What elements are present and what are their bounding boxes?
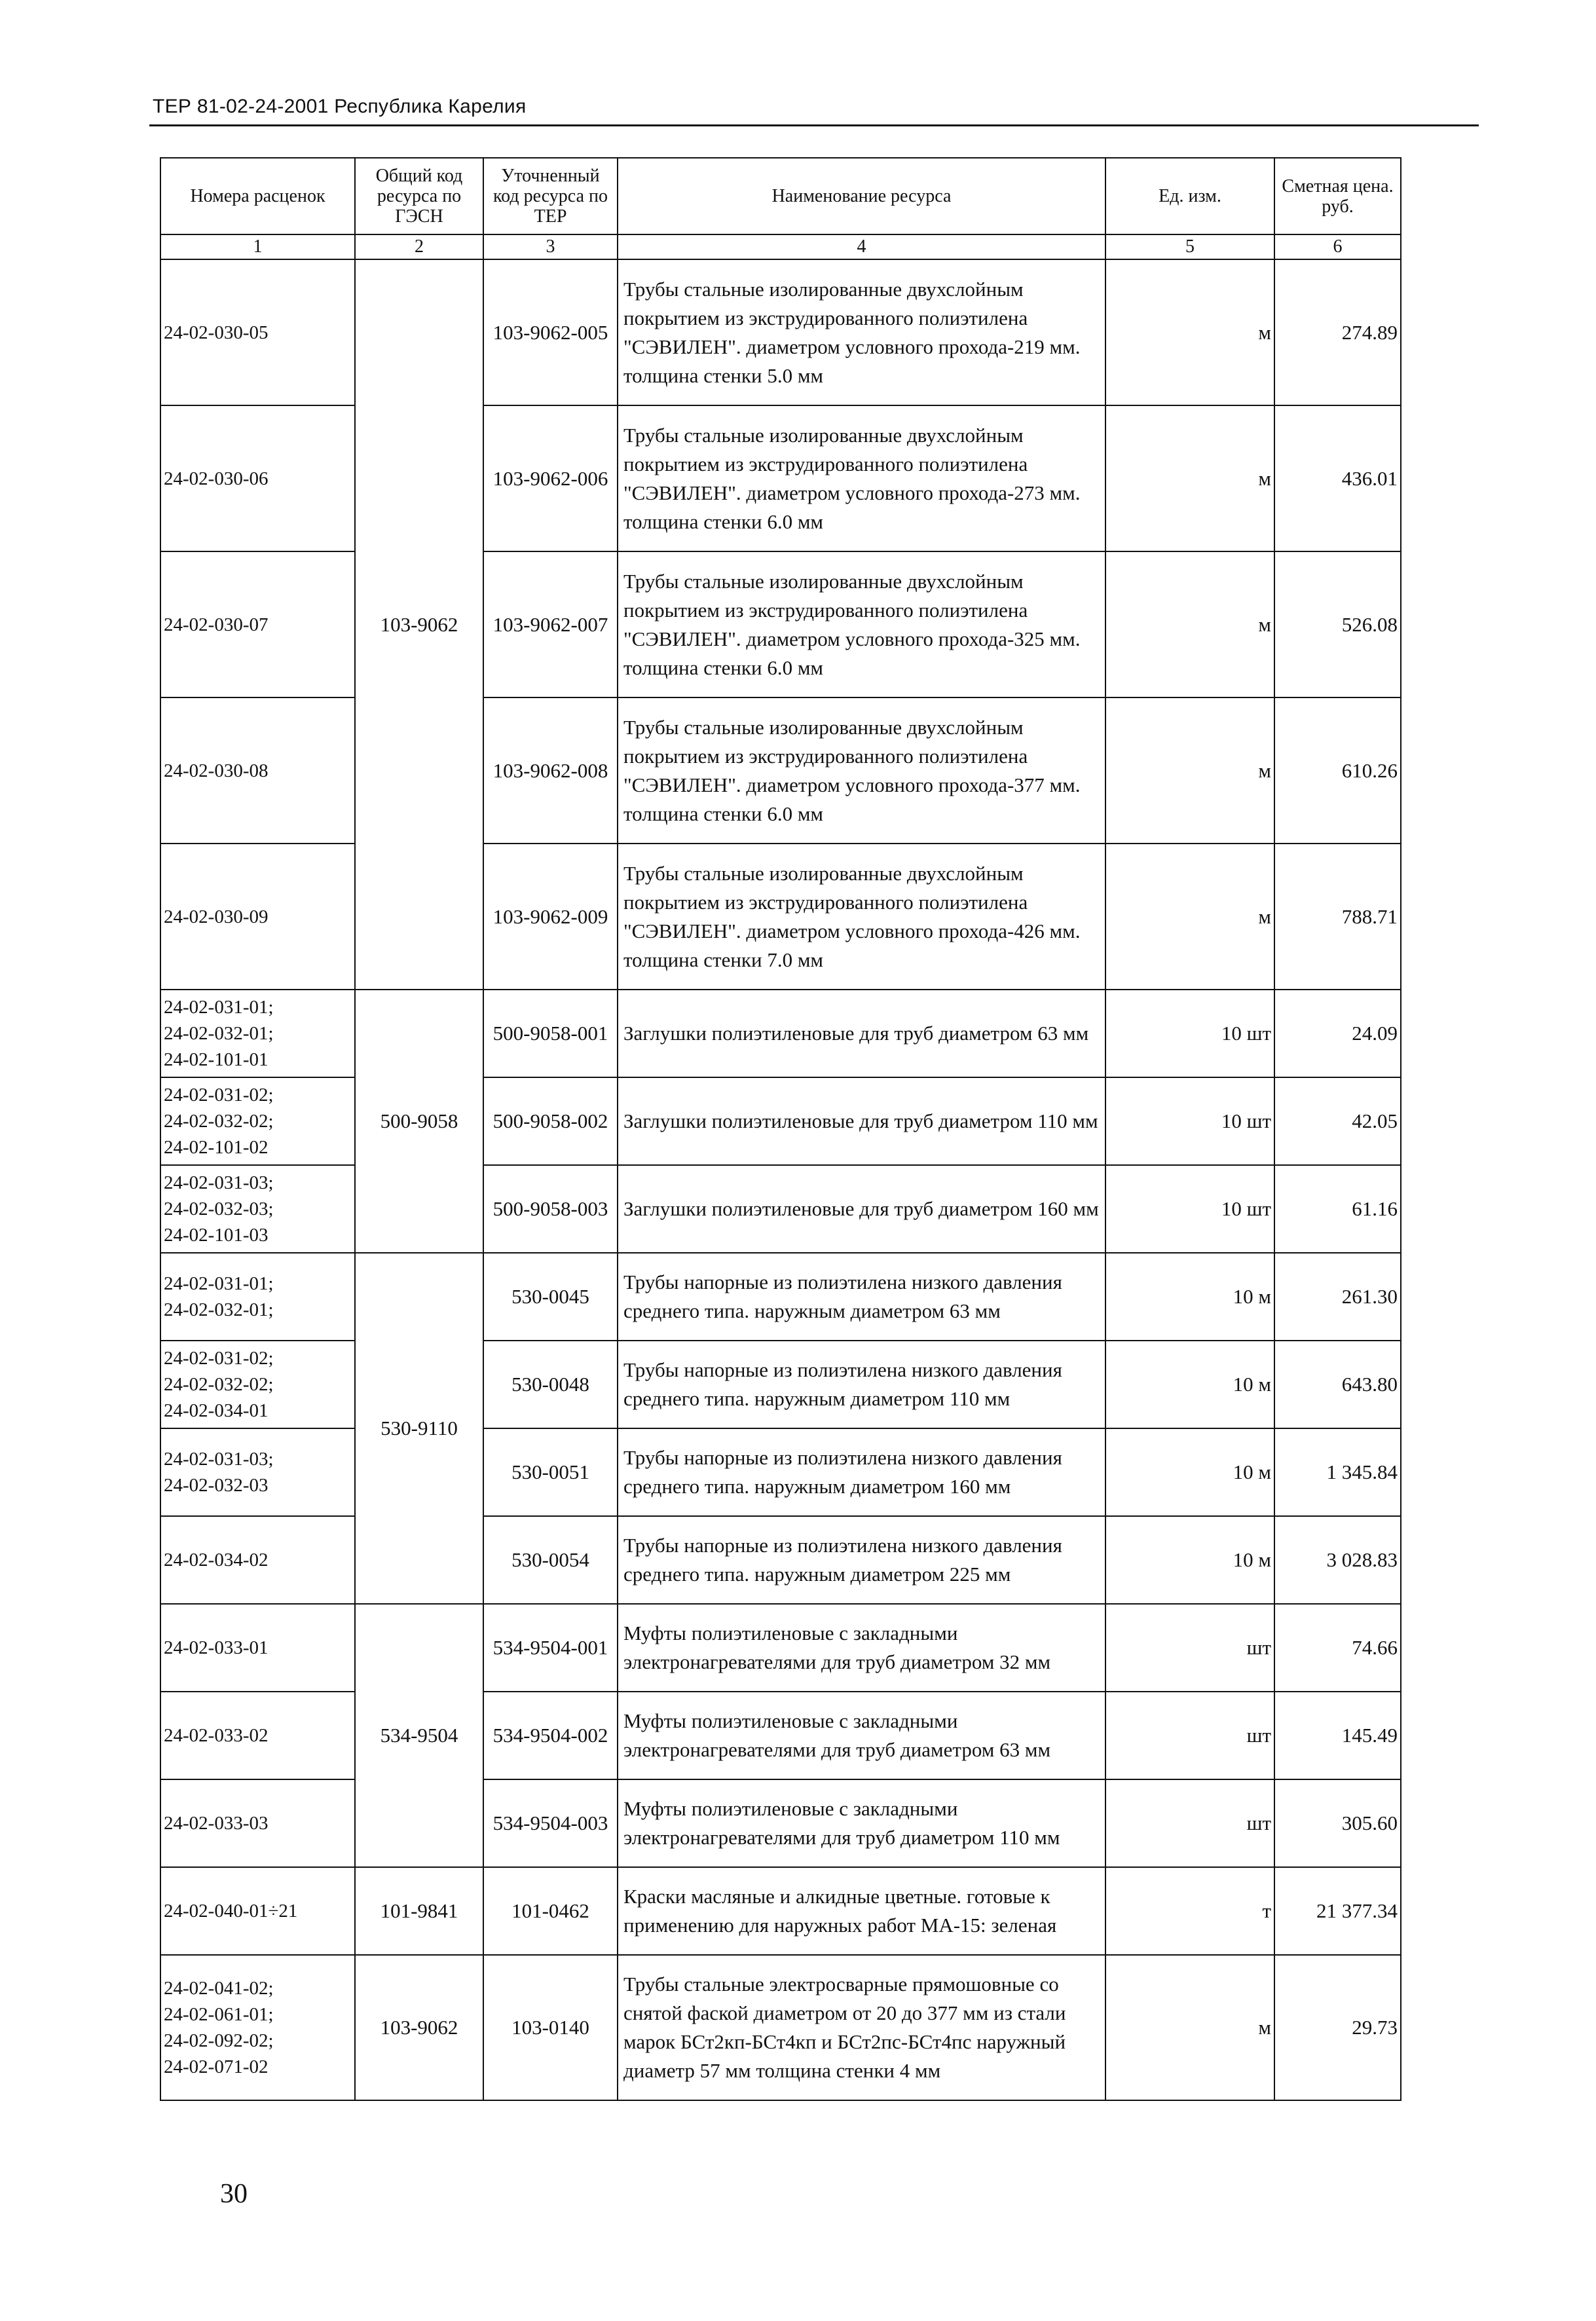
- rate-number: 24-02-030-07: [160, 551, 355, 697]
- ter-code: 103-0140: [483, 1955, 618, 2100]
- resource-name: Трубы стальные изолированные двухслойным покрытием из экструдированного полиэтилена "СЭВИЛЕН". диаметром условного прохода-273 мм. толщина стенки 6.0 мм: [618, 405, 1105, 551]
- col-header-gesn-code: Общий код ресурса по ГЭСН: [355, 158, 483, 234]
- resource-name: Муфты полиэтиленовые с закладными электронагревателями для труб диаметром 110 мм: [618, 1779, 1105, 1867]
- rate-number: 24-02-030-08: [160, 697, 355, 844]
- ter-code: 530-0051: [483, 1428, 618, 1516]
- rate-number: 24-02-031-01; 24-02-032-01; 24-02-101-01: [160, 990, 355, 1077]
- ter-code: 103-9062-006: [483, 405, 618, 551]
- table-row: [160, 1867, 1401, 1955]
- unit: шт: [1105, 1779, 1274, 1867]
- resource-name: Трубы напорные из полиэтилена низкого давления среднего типа. наружным диаметром 225 мм: [618, 1516, 1105, 1604]
- unit: 10 шт: [1105, 1077, 1274, 1165]
- col-number: 4: [618, 234, 1105, 259]
- col-header-rate-numbers: Номера расценок: [160, 158, 355, 234]
- ter-code: 534-9504-003: [483, 1779, 618, 1867]
- resource-name: Заглушки полиэтиленовые для труб диаметром 110 мм: [618, 1077, 1105, 1165]
- price: 24.09: [1274, 990, 1401, 1077]
- rate-number: 24-02-041-02; 24-02-061-01; 24-02-092-02; 24-02-071-02: [160, 1955, 355, 2100]
- gesn-group-code: 103-9062: [355, 259, 483, 990]
- price: 305.60: [1274, 1779, 1401, 1867]
- price: 42.05: [1274, 1077, 1401, 1165]
- rate-number: 24-02-033-02: [160, 1692, 355, 1779]
- unit: м: [1105, 844, 1274, 990]
- rate-number: 24-02-034-02: [160, 1516, 355, 1604]
- ter-code: 103-9062-007: [483, 551, 618, 697]
- resource-name: Муфты полиэтиленовые с закладными электронагревателями для труб диаметром 32 мм: [618, 1604, 1105, 1692]
- ter-code: 103-9062-008: [483, 697, 618, 844]
- resource-name: Трубы стальные изолированные двухслойным покрытием из экструдированного полиэтилена "СЭВИЛЕН". диаметром условного прохода-377 мм. толщина стенки 6.0 мм: [618, 697, 1105, 844]
- unit: м: [1105, 259, 1274, 405]
- rate-number: 24-02-031-02; 24-02-032-02; 24-02-034-01: [160, 1341, 355, 1428]
- table-row: [160, 1955, 1401, 2100]
- col-header-ter-code: Уточненный код ресурса по ТЕР: [483, 158, 618, 234]
- unit: т: [1105, 1867, 1274, 1955]
- rate-number: 24-02-031-03; 24-02-032-03; 24-02-101-03: [160, 1165, 355, 1253]
- price: 436.01: [1274, 405, 1401, 551]
- unit: 10 м: [1105, 1428, 1274, 1516]
- rate-number: 24-02-030-09: [160, 844, 355, 990]
- gesn-group-code: 103-9062: [355, 1955, 483, 2100]
- resource-name: Трубы стальные изолированные двухслойным покрытием из экструдированного полиэтилена "СЭВИЛЕН". диаметром условного прохода-325 мм. толщина стенки 6.0 мм: [618, 551, 1105, 697]
- rate-number: 24-02-030-05: [160, 259, 355, 405]
- unit: 10 шт: [1105, 990, 1274, 1077]
- table-header-row: [160, 158, 1401, 234]
- unit: м: [1105, 1955, 1274, 2100]
- rate-number: 24-02-040-01÷21: [160, 1867, 355, 1955]
- ter-code: 103-9062-009: [483, 844, 618, 990]
- price: 274.89: [1274, 259, 1401, 405]
- unit: шт: [1105, 1692, 1274, 1779]
- price: 261.30: [1274, 1253, 1401, 1341]
- ter-code: 534-9504-002: [483, 1692, 618, 1779]
- price: 74.66: [1274, 1604, 1401, 1692]
- page-number: 30: [220, 2179, 248, 2209]
- column-number-row: [160, 234, 1401, 259]
- price: 61.16: [1274, 1165, 1401, 1253]
- unit: 10 м: [1105, 1341, 1274, 1428]
- table-row: [160, 405, 1401, 551]
- ter-code: 530-0054: [483, 1516, 618, 1604]
- rate-number: 24-02-033-03: [160, 1779, 355, 1867]
- table-row: [160, 1779, 1401, 1867]
- table-row: [160, 1077, 1401, 1165]
- table-row: [160, 259, 1401, 405]
- col-header-resource-name: Наименование ресурса: [618, 158, 1105, 234]
- header-rule: [149, 124, 1479, 126]
- gesn-group-code: 500-9058: [355, 990, 483, 1253]
- ter-code: 500-9058-002: [483, 1077, 618, 1165]
- resource-name: Краски масляные и алкидные цветные. готовые к применению для наружных работ МА-15: зеленая: [618, 1867, 1105, 1955]
- resource-name: Трубы напорные из полиэтилена низкого давления среднего типа. наружным диаметром 63 мм: [618, 1253, 1105, 1341]
- table-row: [160, 1516, 1401, 1604]
- table-row: [160, 697, 1401, 844]
- gesn-group-code: 101-9841: [355, 1867, 483, 1955]
- ter-code: 530-0045: [483, 1253, 618, 1341]
- col-number: 5: [1105, 234, 1274, 259]
- resource-table: [160, 157, 1401, 2101]
- price: 610.26: [1274, 697, 1401, 844]
- price: 29.73: [1274, 1955, 1401, 2100]
- unit: м: [1105, 405, 1274, 551]
- price: 3 028.83: [1274, 1516, 1401, 1604]
- ter-code: 103-9062-005: [483, 259, 618, 405]
- unit: 10 м: [1105, 1253, 1274, 1341]
- col-number: 6: [1274, 234, 1401, 259]
- col-number: 2: [355, 234, 483, 259]
- unit: 10 м: [1105, 1516, 1274, 1604]
- table-row: [160, 1165, 1401, 1253]
- col-header-price: Сметная цена. руб.: [1274, 158, 1401, 234]
- table-row: [160, 1428, 1401, 1516]
- document-header: ТЕР 81-02-24-2001 Республика Карелия: [153, 96, 527, 117]
- resource-name: Заглушки полиэтиленовые для труб диаметром 160 мм: [618, 1165, 1105, 1253]
- table-row: [160, 844, 1401, 990]
- price: 788.71: [1274, 844, 1401, 990]
- ter-code: 101-0462: [483, 1867, 618, 1955]
- price: 1 345.84: [1274, 1428, 1401, 1516]
- rate-number: 24-02-030-06: [160, 405, 355, 551]
- gesn-group-code: 530-9110: [355, 1253, 483, 1604]
- gesn-group-code: 534-9504: [355, 1604, 483, 1867]
- price: 643.80: [1274, 1341, 1401, 1428]
- table-row: [160, 1253, 1401, 1341]
- rate-number: 24-02-033-01: [160, 1604, 355, 1692]
- unit: м: [1105, 697, 1274, 844]
- resource-name: Трубы стальные изолированные двухслойным покрытием из экструдированного полиэтилена "СЭВИЛЕН". диаметром условного прохода-426 мм. толщина стенки 7.0 мм: [618, 844, 1105, 990]
- table-row: [160, 1604, 1401, 1692]
- rate-number: 24-02-031-01; 24-02-032-01;: [160, 1253, 355, 1341]
- ter-code: 530-0048: [483, 1341, 618, 1428]
- resource-name: Трубы стальные электросварные прямошовные со снятой фаской диаметром от 20 до 377 мм из стали марок БСт2кп-БСт4кп и БСт2пс-БСт4пс наружный диаметр 57 мм толщина стенки 4 мм: [618, 1955, 1105, 2100]
- table-row: [160, 990, 1401, 1077]
- col-number: 1: [160, 234, 355, 259]
- col-number: 3: [483, 234, 618, 259]
- ter-code: 534-9504-001: [483, 1604, 618, 1692]
- rate-number: 24-02-031-02; 24-02-032-02; 24-02-101-02: [160, 1077, 355, 1165]
- price: 145.49: [1274, 1692, 1401, 1779]
- col-header-unit: Ед. изм.: [1105, 158, 1274, 234]
- unit: м: [1105, 551, 1274, 697]
- unit: шт: [1105, 1604, 1274, 1692]
- resource-name: Трубы напорные из полиэтилена низкого давления среднего типа. наружным диаметром 160 мм: [618, 1428, 1105, 1516]
- unit: 10 шт: [1105, 1165, 1274, 1253]
- ter-code: 500-9058-001: [483, 990, 618, 1077]
- table-row: [160, 1692, 1401, 1779]
- price: 21 377.34: [1274, 1867, 1401, 1955]
- resource-name: Трубы напорные из полиэтилена низкого давления среднего типа. наружным диаметром 110 мм: [618, 1341, 1105, 1428]
- price: 526.08: [1274, 551, 1401, 697]
- resource-name: Муфты полиэтиленовые с закладными электронагревателями для труб диаметром 63 мм: [618, 1692, 1105, 1779]
- resource-name: Заглушки полиэтиленовые для труб диаметром 63 мм: [618, 990, 1105, 1077]
- rate-number: 24-02-031-03; 24-02-032-03: [160, 1428, 355, 1516]
- table-row: [160, 1341, 1401, 1428]
- resource-name: Трубы стальные изолированные двухслойным покрытием из экструдированного полиэтилена "СЭВИЛЕН". диаметром условного прохода-219 мм. толщина стенки 5.0 мм: [618, 259, 1105, 405]
- ter-code: 500-9058-003: [483, 1165, 618, 1253]
- table-row: [160, 551, 1401, 697]
